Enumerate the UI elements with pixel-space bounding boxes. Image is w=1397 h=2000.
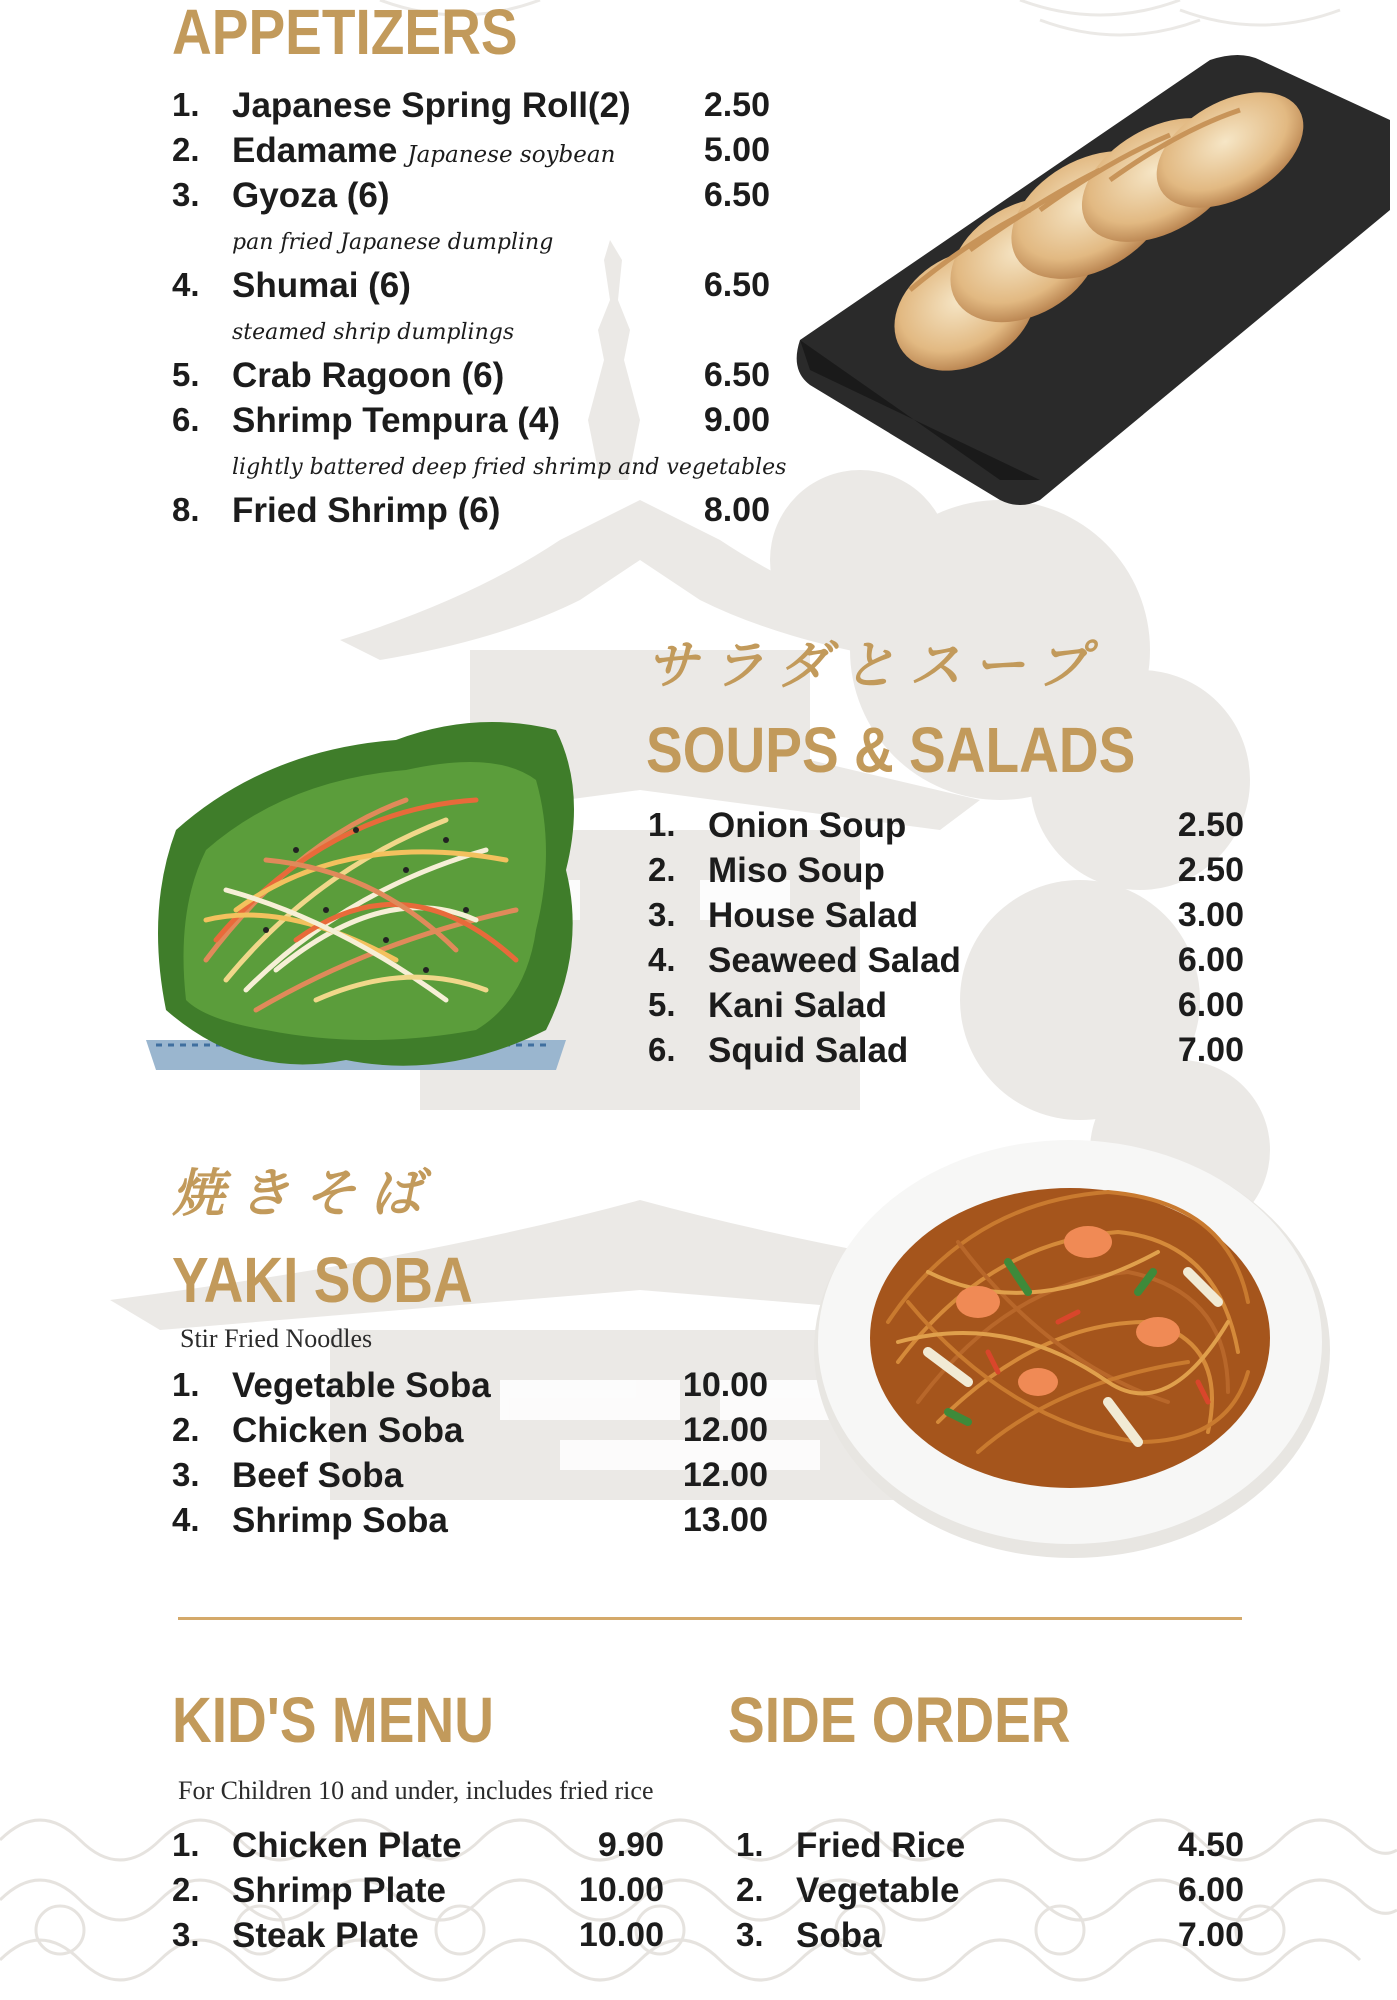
item-price: 6.50 (703, 176, 770, 214)
item-price: 7.00 (1177, 1916, 1244, 1954)
menu-item (172, 266, 770, 310)
item-name: Chicken Soba (232, 1411, 464, 1450)
item-name: Soba (796, 1916, 882, 1955)
item-number: 2. (172, 131, 200, 168)
item-name: Crab Ragoon (6) (232, 356, 505, 395)
section-divider (178, 1617, 1242, 1620)
yaki-soba-jp-title: 焼きそば (172, 1163, 437, 1224)
item-number: 2. (736, 1871, 764, 1908)
item-number: 8. (172, 491, 200, 528)
item-number: 6. (172, 401, 200, 438)
item-name: Beef Soba (232, 1456, 404, 1495)
item-number: 2. (172, 1411, 200, 1448)
item-name: Seaweed Salad (708, 941, 961, 980)
item-price: 2.50 (1177, 806, 1244, 844)
item-price: 6.00 (1177, 1871, 1244, 1909)
yaki-soba-title: YAKI SOBA (172, 1244, 473, 1316)
item-name: Shrimp Soba (232, 1501, 448, 1540)
menu-item (172, 491, 770, 535)
item-number: 4. (172, 266, 200, 303)
yaki-soba-subtitle: Stir Fried Noodles (180, 1324, 373, 1353)
item-number: 3. (172, 1456, 200, 1493)
item-number: 2. (172, 1871, 200, 1908)
item-name: Steak Plate (232, 1916, 419, 1955)
item-price: 10.00 (578, 1871, 664, 1909)
item-price: 12.00 (682, 1411, 768, 1449)
menu-item (736, 1871, 1244, 1915)
item-number: 1. (648, 806, 676, 843)
item-number: 5. (172, 356, 200, 393)
item-price: 12.00 (682, 1456, 768, 1494)
item-number: 2. (648, 851, 676, 888)
item-number: 1. (172, 1826, 200, 1863)
menu-item (172, 1366, 768, 1410)
soups-salads-jp-title: サラダとスープ (646, 635, 1103, 696)
item-name: Miso Soup (708, 851, 885, 890)
item-name: Fried Shrimp (6) (232, 491, 501, 530)
item-price: 9.00 (703, 401, 770, 439)
menu-item (172, 1916, 664, 1960)
item-price: 6.50 (703, 356, 770, 394)
item-price: 6.00 (1177, 986, 1244, 1024)
item-number: 4. (172, 1501, 200, 1538)
item-name: Japanese Spring Roll(2) (232, 86, 631, 125)
item-number: 6. (648, 1031, 676, 1068)
kids-menu-subtitle: For Children 10 and under, includes fried rice (178, 1776, 654, 1805)
menu-item (736, 1916, 1244, 1960)
menu-item (172, 176, 770, 220)
item-price: 6.50 (703, 266, 770, 304)
item-price: 3.00 (1177, 896, 1244, 934)
item-number: 1. (736, 1826, 764, 1863)
item-price: 2.50 (1177, 851, 1244, 889)
menu-item (172, 401, 770, 445)
menu-item (648, 1031, 1244, 1075)
item-name: Shumai (6) (232, 266, 411, 305)
item-name: Onion Soup (708, 806, 907, 845)
item-number: 1. (172, 1366, 200, 1403)
item-name: House Salad (708, 896, 919, 935)
item-number: 5. (648, 986, 676, 1023)
item-price: 5.00 (703, 131, 770, 169)
item-price: 4.50 (1177, 1826, 1244, 1864)
item-price: 13.00 (682, 1501, 768, 1539)
item-name: Kani Salad (708, 986, 887, 1025)
item-name: Vegetable (796, 1871, 960, 1910)
item-number: 3. (172, 176, 200, 213)
menu-item (172, 1501, 768, 1545)
menu-item (172, 356, 770, 400)
item-number: 3. (736, 1916, 764, 1953)
appetizers-title: APPETIZERS (172, 0, 518, 68)
menu-item (648, 896, 1244, 940)
item-price: 7.00 (1177, 1031, 1244, 1069)
menu-item (172, 1871, 664, 1915)
menu-item (172, 1826, 664, 1870)
item-number: 1. (172, 86, 200, 123)
item-name: Vegetable Soba (232, 1366, 491, 1405)
item-note: Japanese soybean (407, 142, 616, 168)
menu-item (172, 131, 770, 175)
yaki-soba-photo (808, 1122, 1332, 1562)
item-number: 4. (648, 941, 676, 978)
item-price: 9.90 (597, 1826, 664, 1864)
menu-item (648, 941, 1244, 985)
menu-item (172, 1411, 768, 1455)
gyoza-photo (790, 40, 1397, 520)
item-number: 3. (648, 896, 676, 933)
kids-menu-title: KID'S MENU (172, 1684, 494, 1756)
item-name: Shrimp Tempura (4) (232, 401, 561, 440)
menu-item (648, 986, 1244, 1030)
menu-item (172, 86, 770, 130)
menu-item (648, 806, 1244, 850)
item-price: 8.00 (703, 491, 770, 529)
item-name: Edamame (232, 131, 398, 170)
soups-salads-title: SOUPS & SALADS (646, 714, 1136, 786)
item-price: 2.50 (703, 86, 770, 124)
side-order-title: SIDE ORDER (728, 1684, 1071, 1756)
item-price: 10.00 (578, 1916, 664, 1954)
item-name: Shrimp Plate (232, 1871, 446, 1910)
item-name: Chicken Plate (232, 1826, 462, 1865)
kani-salad-photo (146, 710, 586, 1090)
item-description: lightly battered deep fried shrimp and vegetables (232, 455, 787, 480)
item-price: 6.00 (1177, 941, 1244, 979)
item-description: steamed shrip dumplings (232, 320, 515, 345)
menu-item (736, 1826, 1244, 1870)
menu-item (648, 851, 1244, 895)
menu-item (172, 1456, 768, 1500)
item-name: Fried Rice (796, 1826, 966, 1865)
item-number: 3. (172, 1916, 200, 1953)
item-name: Squid Salad (708, 1031, 909, 1070)
item-name: Gyoza (6) (232, 176, 390, 215)
item-price: 10.00 (682, 1366, 768, 1404)
item-description: pan fried Japanese dumpling (232, 230, 554, 255)
